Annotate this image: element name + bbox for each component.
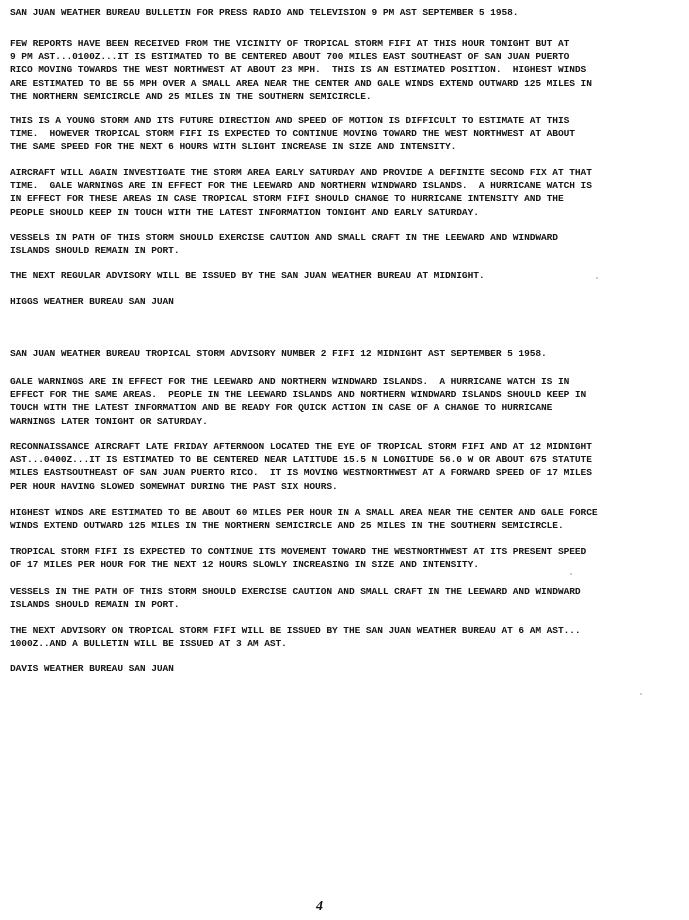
bulletin-paragraph-1-line-4: ARE ESTIMATED TO BE 55 MPH OVER A SMALL AREA NEAR THE CENTER AND GALE WINDS EXTEND OUTWARD 125 MILES IN (10, 77, 592, 89)
advisory-paragraph-1-line-1: GALE WARNINGS ARE IN EFFECT FOR THE LEEWARD AND NORTHERN WINDWARD ISLANDS. A HURRICANE WATCH IS IN (10, 376, 570, 387)
bulletin-paragraph-1-line-5: THE NORTHERN SEMICIRCLE AND 25 MILES IN THE SOUTHERN SEMICIRCLE. (10, 90, 372, 102)
bulletin-paragraph-5: THE NEXT REGULAR ADVISORY WILL BE ISSUED BY THE SAN JUAN WEATHER BUREAU AT MIDNIGHT. (10, 270, 485, 281)
scan-speck (570, 573, 572, 575)
advisory-paragraph-6-line-1: THE NEXT ADVISORY ON TROPICAL STORM FIFI WILL BE ISSUED BY THE SAN JUAN WEATHER BUREAU AT 6 AM AST... (10, 625, 581, 636)
bulletin-paragraph-2-line-2: TIME. HOWEVER TROPICAL STORM FIFI IS EXPECTED TO CONTINUE MOVING TOWARD THE WEST NORTHWEST AT ABOUT (10, 128, 575, 140)
advisory-header: SAN JUAN WEATHER BUREAU TROPICAL STORM ADVISORY NUMBER 2 FIFI 12 MIDNIGHT AST SEPTEMBER 5 1958. (10, 348, 547, 359)
bulletin-signature: HIGGS WEATHER BUREAU SAN JUAN (10, 296, 174, 307)
advisory-paragraph-5-line-1: VESSELS IN THE PATH OF THIS STORM SHOULD EXERCISE CAUTION AND SMALL CRAFT IN THE LEEWARD AND WINDWARD (10, 586, 581, 597)
advisory-paragraph-4-line-1: TROPICAL STORM FIFI IS EXPECTED TO CONTINUE ITS MOVEMENT TOWARD THE WESTNORTHWEST AT ITS PRESENT SPEED (10, 546, 587, 557)
advisory-signature: DAVIS WEATHER BUREAU SAN JUAN (10, 663, 174, 674)
advisory-paragraph-2-line-4: PER HOUR HAVING SLOWED SOMEWHAT DURING THE PAST SIX HOURS. (10, 480, 338, 492)
advisory-paragraph-6-line-2: 1000Z..AND A BULLETIN WILL BE ISSUED AT 3 AM AST. (10, 638, 287, 650)
page-number: 4 (316, 899, 323, 914)
bulletin-paragraph-3-line-1: AIRCRAFT WILL AGAIN INVESTIGATE THE STORM AREA EARLY SATURDAY AND PROVIDE A DEFINITE SECOND FIX AT THAT (10, 167, 592, 178)
advisory-paragraph-4-line-2: OF 17 MILES PER HOUR FOR THE NEXT 12 HOURS SLOWLY INCREASING IN SIZE AND INTENSITY. (10, 559, 479, 571)
bulletin-paragraph-4-line-1: VESSELS IN PATH OF THIS STORM SHOULD EXERCISE CAUTION AND SMALL CRAFT IN THE LEEWARD AND WINDWARD (10, 232, 558, 243)
bulletin-header: SAN JUAN WEATHER BUREAU BULLETIN FOR PRESS RADIO AND TELEVISION 9 PM AST SEPTEMBER 5 1958. (10, 7, 519, 18)
bulletin-paragraph-2-line-1: THIS IS A YOUNG STORM AND ITS FUTURE DIRECTION AND SPEED OF MOTION IS DIFFICULT TO ESTIMATE AT THIS (10, 115, 570, 126)
bulletin-paragraph-1-line-2: 9 PM AST...0100Z...IT IS ESTIMATED TO BE CENTERED ABOUT 700 MILES EAST SOUTHEAST OF SAN JUAN PUERTO (10, 51, 570, 63)
scan-speck (596, 277, 598, 279)
advisory-paragraph-2-line-3: MILES EASTSOUTHEAST OF SAN JUAN PUERTO RICO. IT IS MOVING WESTNORTHWEST AT A FORWARD SPEED OF 17 MILES (10, 467, 592, 479)
bulletin-paragraph-3-line-2: TIME. GALE WARNINGS ARE IN EFFECT FOR THE LEEWARD AND NORTHERN WINDWARD ISLANDS. A HURRICANE WATCH IS (10, 180, 592, 192)
bulletin-paragraph-4-line-2: ISLANDS SHOULD REMAIN IN PORT. (10, 245, 180, 257)
advisory-paragraph-5-line-2: ISLANDS SHOULD REMAIN IN PORT. (10, 599, 180, 611)
bulletin-paragraph-2-line-3: THE SAME SPEED FOR THE NEXT 6 HOURS WITH SLIGHT INCREASE IN SIZE AND INTENSITY. (10, 141, 457, 153)
advisory-paragraph-1-line-4: WARNINGS LATER TONIGHT OR SATURDAY. (10, 415, 208, 427)
bulletin-paragraph-3-line-4: PEOPLE SHOULD KEEP IN TOUCH WITH THE LATEST INFORMATION TONIGHT AND EARLY SATURDAY. (10, 206, 479, 218)
bulletin-paragraph-1-line-3: RICO MOVING TOWARDS THE WEST NORTHWEST AT ABOUT 23 MPH. THIS IS AN ESTIMATED POSITION. HIGHEST WINDS (10, 64, 587, 76)
advisory-paragraph-2-line-1: RECONNAISSANCE AIRCRAFT LATE FRIDAY AFTERNOON LOCATED THE EYE OF TROPICAL STORM FIFI AND AT 12 MIDNIGHT (10, 441, 592, 452)
bulletin-paragraph-1-line-1: FEW REPORTS HAVE BEEN RECEIVED FROM THE VICINITY OF TROPICAL STORM FIFI AT THIS HOUR TONIGHT BUT AT (10, 38, 570, 49)
advisory-paragraph-3-line-1: HIGHEST WINDS ARE ESTIMATED TO BE ABOUT 60 MILES PER HOUR IN A SMALL AREA NEAR THE CENTER AND GALE FORCE (10, 507, 598, 518)
advisory-paragraph-1-line-2: EFFECT FOR THE SAME AREAS. PEOPLE IN THE LEEWARD ISLANDS AND NORTHERN WINDWARD ISLANDS SHOULD KEEP IN (10, 389, 587, 401)
advisory-paragraph-2-line-2: AST...0400Z...IT IS ESTIMATED TO BE CENTERED NEAR LATITUDE 15.5 N LONGITUDE 56.0 W OR ABOUT 675 STATUTE (10, 454, 592, 466)
scan-speck (640, 693, 642, 695)
bulletin-paragraph-3-line-3: IN EFFECT FOR THESE AREAS IN CASE TROPICAL STORM FIFI SHOULD CHANGE TO HURRICANE INTENSITY AND THE (10, 193, 564, 205)
advisory-paragraph-1-line-3: TOUCH WITH THE LATEST INFORMATION AND BE READY FOR QUICK ACTION IN CASE OF A CHANGE TO HURRICANE (10, 402, 553, 414)
advisory-paragraph-3-line-2: WINDS EXTEND OUTWARD 125 MILES IN THE NORTHERN SEMICIRCLE AND 25 MILES IN THE SOUTHERN SEMICIRCLE. (10, 520, 564, 532)
